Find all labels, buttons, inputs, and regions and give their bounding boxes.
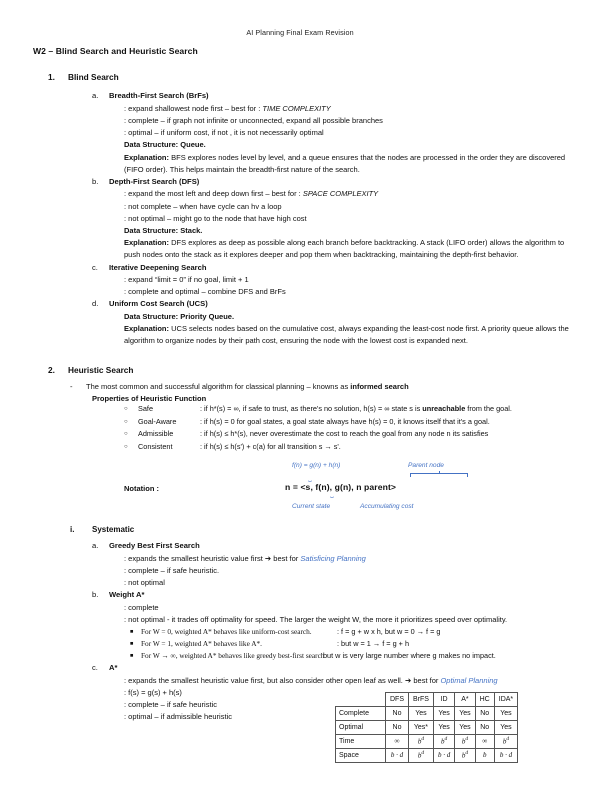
properties-heading: Properties of Heuristic Function bbox=[92, 394, 207, 404]
astar-line-1: : expands the smallest heuristic value first, but also consider other open leaf as well. ➔ best for Optimal Planning bbox=[124, 675, 498, 685]
table-col-hc: HC bbox=[475, 693, 494, 707]
property-name: Admissible bbox=[138, 429, 174, 439]
table-header-row bbox=[336, 693, 518, 707]
cell-space-idastar: b · d bbox=[494, 749, 517, 763]
weighta-bullet-1 bbox=[130, 626, 570, 638]
cell-space-dfs: b · d bbox=[386, 749, 409, 763]
ucs-explanation bbox=[124, 323, 570, 347]
property-emphasis: unreachable bbox=[422, 404, 466, 414]
item-marker: b. bbox=[92, 590, 99, 600]
table-row-label-optimal: Optimal bbox=[336, 721, 386, 735]
notation-parent-bracket bbox=[410, 473, 468, 477]
explanation-text: DFS explores as deep as possible along each branch before backtracking. A stack (LIFO order) allows the algorithm to push nodes onto the stack as it explores deeper and pop them when backtracking, maintaining the depth-first behavior. bbox=[124, 238, 565, 260]
ucs-data-structure bbox=[124, 311, 570, 323]
ds-label: Data Structure: bbox=[124, 311, 179, 321]
cell-space-astar: $b^d$ bbox=[455, 749, 475, 763]
table-row-label-complete: Complete bbox=[336, 707, 386, 721]
notation-main-expression: n = <s, f(n), g(n), n parent> bbox=[285, 482, 397, 493]
cell-space-hc: b bbox=[475, 749, 494, 763]
section-heading-blind-search: 1. Blind Search bbox=[48, 71, 570, 84]
weighta-line-2: : not optimal - it trades off optimality for speed. The larger the weight W, the more it prioritizes speed over optimality. bbox=[124, 614, 508, 624]
ds-value: Priority Queue. bbox=[180, 311, 235, 321]
ids-line-2: : complete and optimal – combine DFS and BrFs bbox=[124, 287, 286, 297]
bullet-right-text: but w is very large number where g makes no impact. bbox=[323, 651, 496, 661]
cell-complete-astar: Yes bbox=[455, 707, 475, 721]
circle-bullet-icon: ○ bbox=[124, 443, 128, 450]
item-heading: Depth-First Search (DFS) bbox=[109, 177, 200, 187]
heuristic-intro-line bbox=[70, 381, 570, 393]
ids-line-1: : expand “limit = 0” if no goal, limit + 1 bbox=[124, 274, 249, 284]
item-heading: Iterative Deepening Search bbox=[109, 262, 207, 272]
cell-complete-brfs: Yes bbox=[409, 707, 434, 721]
document-header: AI Planning Final Exam Revision bbox=[246, 28, 354, 37]
dfs-line-2: : not complete – when have cycle can hv a loop bbox=[124, 201, 282, 211]
cell-optimal-dfs: No bbox=[386, 721, 409, 735]
cell-complete-dfs: No bbox=[386, 707, 409, 721]
weighta-bullet-3 bbox=[130, 650, 570, 662]
notation-brace-f: ⏟ bbox=[308, 475, 312, 483]
notation-accumulating-cost-label: Accumulating cost bbox=[360, 503, 414, 511]
optimal-planning-link: Optimal Planning bbox=[440, 675, 498, 685]
brfs-explanation bbox=[124, 152, 570, 176]
ds-label: Data Structure: bbox=[124, 140, 179, 150]
item-heading: Uniform Cost Search (UCS) bbox=[109, 299, 208, 309]
dfs-emphasis: SPACE COMPLEXITY bbox=[302, 189, 379, 199]
notation-brace-g: ⏟ bbox=[330, 491, 334, 499]
dfs-line-1: : expand the most left and deep down first – best for : SPACE COMPLEXITY bbox=[124, 189, 379, 199]
item-uniform-cost-search bbox=[92, 298, 570, 310]
brfs-emphasis: TIME COMPLEXITY bbox=[262, 103, 331, 113]
cell-space-brfs: $b^d$ bbox=[409, 749, 434, 763]
item-heading: Weight A* bbox=[109, 590, 145, 600]
table-row bbox=[336, 749, 518, 763]
cell-optimal-idastar: Yes bbox=[494, 721, 517, 735]
table-col-idastar: IDA* bbox=[494, 693, 517, 707]
item-heading: Greedy Best First Search bbox=[109, 541, 200, 551]
table-row-label-space: Space bbox=[336, 749, 386, 763]
cell-time-idastar: $b^d$ bbox=[494, 735, 517, 749]
property-desc: : if h(s) = 0 for goal states, a goal state always have h(s) = 0, it knows itself that it's a goal. bbox=[200, 416, 490, 426]
astar-line-2: : f(s) = g(s) + h(s) bbox=[124, 687, 182, 697]
item-a-star bbox=[92, 662, 570, 674]
ds-value: Stack. bbox=[180, 226, 203, 235]
property-desc-post: from the goal. bbox=[465, 404, 512, 414]
satisficing-planning-link: Satisficing Planning bbox=[300, 553, 366, 563]
bullet-right-text: : but w = 1 → f = g + h bbox=[337, 639, 409, 649]
item-marker: c. bbox=[92, 663, 98, 673]
algorithm-comparison-table bbox=[335, 692, 518, 763]
bullet-right-text: : f = g + w x h, but w = 0 → f = g bbox=[337, 627, 441, 637]
square-bullet-icon: ■ bbox=[130, 653, 134, 660]
cell-complete-hc: No bbox=[475, 707, 494, 721]
brfs-line-2: : complete – if graph not infinite or unconnected, expand all possible branches bbox=[124, 115, 383, 125]
dfs-explanation bbox=[124, 237, 570, 261]
property-desc: : if h(s) ≤ h(s') + c(a) for all transition s → s'. bbox=[200, 441, 341, 451]
item-depth-first-search bbox=[92, 176, 570, 188]
item-greedy-best-first-search bbox=[92, 540, 570, 552]
item-heading: A* bbox=[109, 663, 118, 673]
property-safe bbox=[124, 403, 570, 416]
cell-time-hc: ∞ bbox=[475, 735, 494, 749]
notation-formula-top: f(n) = g(n) + h(n) bbox=[292, 462, 341, 470]
property-name: Safe bbox=[138, 404, 154, 414]
property-consistent bbox=[124, 441, 570, 454]
notation-parent-label: Parent node bbox=[408, 462, 444, 470]
brfs-data-structure bbox=[124, 139, 570, 151]
gbfs-line-1: : expands the smallest heuristic value first ➔ best for Satisficing Planning bbox=[124, 553, 366, 563]
cell-optimal-brfs: Yes* bbox=[409, 721, 434, 735]
table-row-label-time: Time bbox=[336, 735, 386, 749]
section-number: 1. bbox=[48, 72, 55, 82]
intro-text: The most common and successful algorithm for classical planning – knowns as bbox=[86, 381, 351, 391]
item-iterative-deepening-search bbox=[92, 262, 570, 274]
dash-bullet: - bbox=[70, 381, 73, 391]
cell-time-astar: $b^d$ bbox=[455, 735, 475, 749]
item-breadth-first-search bbox=[92, 90, 570, 102]
cell-time-dfs: ∞ bbox=[386, 735, 409, 749]
table-row bbox=[336, 721, 518, 735]
notation-label: Notation : bbox=[124, 484, 159, 494]
section-heading-heuristic-search: 2. Heuristic Search bbox=[48, 364, 570, 377]
cell-optimal-hc: No bbox=[475, 721, 494, 735]
table-col-id: ID bbox=[433, 693, 454, 707]
bullet-left-text: For W = 1, weighted A* behaves like A*. bbox=[141, 639, 262, 649]
cell-space-id: b · d bbox=[433, 749, 454, 763]
item-marker: b. bbox=[92, 177, 99, 187]
square-bullet-icon: ■ bbox=[130, 641, 134, 648]
property-goal-aware bbox=[124, 416, 570, 429]
dfs-line-3: : not optimal – might go to the node that have high cost bbox=[124, 213, 307, 223]
page-title: W2 – Blind Search and Heuristic Search bbox=[33, 46, 198, 56]
notation-current-state-label: Current state bbox=[292, 503, 331, 511]
explanation-label: Explanation: bbox=[124, 323, 170, 333]
table-row bbox=[336, 735, 518, 749]
section-number: 2. bbox=[48, 365, 55, 376]
cell-complete-idastar: Yes bbox=[494, 707, 517, 721]
item-heading: Breadth-First Search (BrFs) bbox=[109, 91, 209, 101]
cell-complete-id: Yes bbox=[433, 707, 454, 721]
weighta-bullet-2 bbox=[130, 638, 570, 650]
gbfs-line-2: : complete – if safe heuristic. bbox=[124, 565, 220, 575]
table-col-dfs: DFS bbox=[386, 693, 409, 707]
dfs-data-structure bbox=[124, 225, 570, 237]
notation-figure bbox=[30, 462, 570, 518]
astar-line-4: : optimal – if admissible heuristic bbox=[124, 712, 232, 722]
item-weight-a-star bbox=[92, 589, 570, 601]
explanation-text: UCS selects nodes based on the cumulative cost, always expanding the least-cost node first. A priority queue allows the algorithm to organize nodes by their path cost, ensuring the node with the lowest cost is expanded next. bbox=[124, 323, 569, 346]
cell-optimal-id: Yes bbox=[433, 721, 454, 735]
table-corner-cell bbox=[336, 693, 386, 707]
square-bullet-icon: ■ bbox=[130, 629, 134, 636]
brfs-line-1: : expand shallowest node first – best for : TIME COMPLEXITY bbox=[124, 103, 331, 113]
property-name: Goal-Aware bbox=[138, 416, 177, 426]
bullet-left-text: For W = 0, weighted A* behaves like uniform-cost search. bbox=[141, 627, 312, 637]
table-col-astar: A* bbox=[455, 693, 475, 707]
weighta-line-1: : complete bbox=[124, 602, 159, 612]
item-marker: c. bbox=[92, 262, 98, 272]
property-admissible bbox=[124, 428, 570, 441]
arrow-icon: ➔ bbox=[264, 553, 272, 563]
astar-line-3: : complete – if safe heuristic bbox=[124, 699, 217, 709]
ds-label: Data Structure: bbox=[124, 226, 179, 235]
gbfs-line-3: : not optimal bbox=[124, 578, 165, 588]
explanation-label: Explanation: bbox=[124, 152, 170, 162]
table-row bbox=[336, 707, 518, 721]
property-desc: : if h*(s) = ∞, if safe to trust, as there's no solution, h(s) = ∞ state s is bbox=[200, 404, 423, 414]
informed-search-emphasis: informed search bbox=[350, 381, 409, 391]
bullet-left-text: For W → ∞, weighted A* behaves like greedy best-first search bbox=[141, 651, 325, 661]
subsection-systematic: i. Systematic bbox=[70, 524, 570, 537]
cell-time-id: $b^d$ bbox=[433, 735, 454, 749]
roman-marker: i. bbox=[70, 525, 75, 535]
property-name: Consistent bbox=[138, 441, 173, 451]
explanation-text: BFS explores nodes level by level, and a queue ensures that the nodes are processed in the order they are discovered (FIFO order). This helps maintain the breadth-first nature of the search. bbox=[124, 152, 566, 174]
ds-value: Queue. bbox=[180, 140, 206, 150]
brfs-line-3: : optimal – if uniform cost, if not , it is not necessarily optimal bbox=[124, 128, 324, 138]
arrow-icon: ➔ bbox=[404, 675, 412, 685]
circle-bullet-icon: ○ bbox=[124, 431, 128, 438]
item-marker: a. bbox=[92, 91, 99, 101]
item-marker: d. bbox=[92, 299, 99, 309]
cell-optimal-astar: Yes bbox=[455, 721, 475, 735]
property-desc: : if h(s) ≤ h*(s), never overestimate the cost to reach the goal from any node n its satisfies bbox=[200, 429, 489, 439]
circle-bullet-icon: ○ bbox=[124, 406, 128, 413]
circle-bullet-icon: ○ bbox=[124, 418, 128, 425]
cell-time-brfs: $b^d$ bbox=[409, 735, 434, 749]
explanation-label: Explanation: bbox=[124, 238, 170, 248]
table-col-brfs: BrFS bbox=[409, 693, 434, 707]
item-marker: a. bbox=[92, 541, 99, 551]
